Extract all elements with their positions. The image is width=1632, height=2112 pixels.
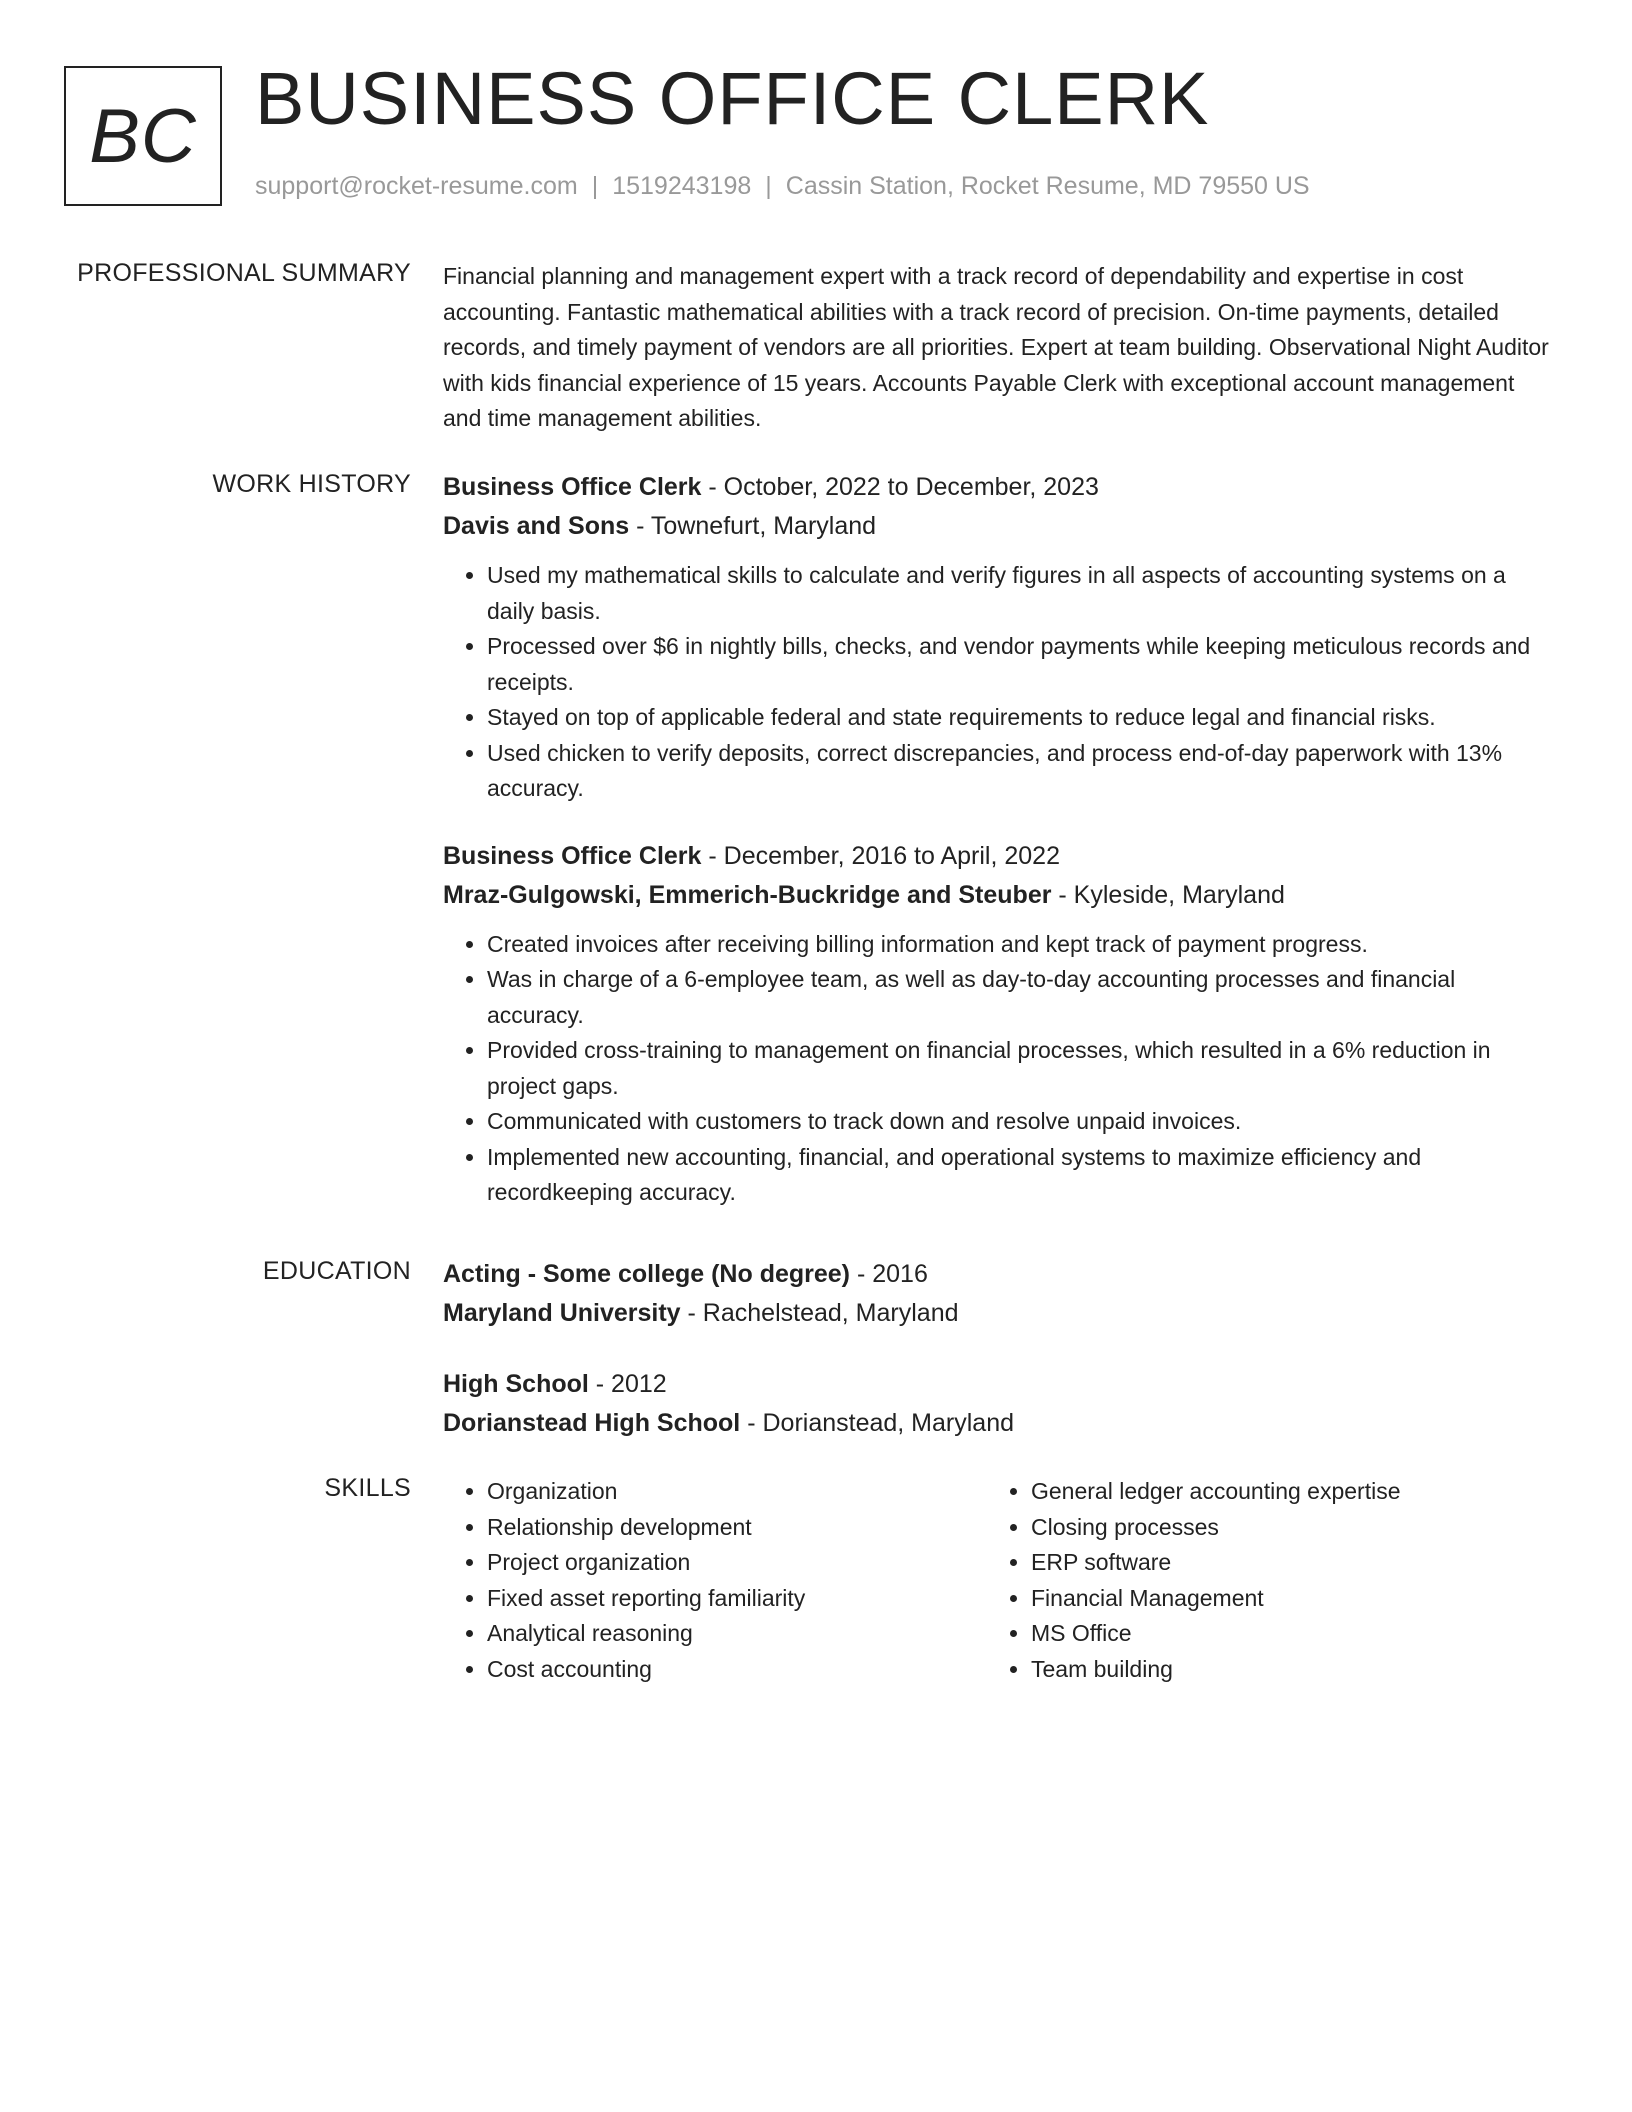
section-heading: SKILLS [324,1474,411,1502]
job-bullet: • Used chicken to verify deposits, correct discrepancies, and process end-of-day paperwork with 13% accuracy. [487,736,1555,807]
job-bullet: • Provided cross-training to management on financial processes, which resulted in a 6% reduction in project gaps. [487,1033,1555,1104]
job-bullets [443,558,1555,807]
contact-phone: 1519243198 [612,172,752,200]
skills-columns [443,1474,1555,1687]
job-bullet: • Stayed on top of applicable federal and state requirements to reduce legal and financial risks. [487,700,1555,736]
job-bullet: • Communicated with customers to track down and resolve unpaid invoices. [487,1104,1555,1140]
skill-item: • ERP software [1031,1545,1531,1581]
skill-item: • Fixed asset reporting familiarity [487,1581,987,1617]
education-location: - Rachelstead, Maryland [680,1299,959,1327]
job-title-line [443,837,1555,876]
job-title: Business Office Clerk [443,473,702,501]
education-location: - Dorianstead, Maryland [740,1409,1014,1437]
education-degree-line [443,1365,1555,1404]
section-heading: WORK HISTORY [212,470,411,498]
job-title-line [443,468,1555,507]
skill-item: • Organization [487,1474,987,1510]
contact-separator: | [765,172,772,200]
job-bullet: • Implemented new accounting, financial, and operational systems to maximize efficiency and recordkeeping accuracy. [487,1140,1555,1211]
education-entry [443,1365,1555,1443]
skill-item: • MS Office [1031,1616,1531,1652]
skill-item: • Analytical reasoning [487,1616,987,1652]
education-degree: Acting - Some college (No degree) [443,1260,851,1288]
job-location: - Kyleside, Maryland [1051,880,1285,909]
monogram-logo: BC [64,66,222,206]
education-school-line [443,1294,1555,1333]
candidate-name: BUSINESS OFFICE CLERK [255,57,1210,140]
skill-item: • Project organization [487,1545,987,1581]
contact-address: Cassin Station, Rocket Resume, MD 79550 US [785,172,1310,200]
education-year: - 2016 [850,1260,928,1288]
job-title: Business Office Clerk [443,841,702,870]
section-heading: EDUCATION [262,1257,411,1285]
job-bullet: • Processed over $6 in nightly bills, checks, and vendor payments while keeping meticulous records and receipts. [487,629,1555,700]
contact-line [255,172,1310,201]
education-school-line [443,1404,1555,1443]
skill-item: • General ledger accounting expertise [1031,1474,1531,1510]
job-bullet: • Created invoices after receiving billing information and kept track of payment progress. [487,927,1555,963]
job-entry [443,837,1555,1211]
skills-list-right [987,1474,1531,1687]
contact-email: support@rocket-resume.com [255,172,578,200]
skill-item: • Closing processes [1031,1510,1531,1546]
job-entry [443,468,1555,807]
job-dates: - October, 2022 to December, 2023 [701,473,1099,501]
skill-item: • Team building [1031,1652,1531,1688]
education-degree: High School [443,1370,589,1398]
job-location: - Townefurt, Maryland [629,512,877,540]
job-company-line [443,507,1555,546]
job-company: Mraz-Gulgowski, Emmerich-Buckridge and Steuber [443,880,1052,909]
skill-item: • Relationship development [487,1510,987,1546]
education-entry [443,1255,1555,1333]
skill-item: • Cost accounting [487,1652,987,1688]
education-school: Dorianstead High School [443,1409,741,1437]
education-year: - 2012 [588,1370,667,1398]
job-company-line [443,876,1555,915]
education-degree-line [443,1255,1555,1294]
job-bullets [443,927,1555,1211]
job-company: Davis and Sons [443,512,630,540]
section-heading: PROFESSIONAL SUMMARY [77,259,411,287]
education-school: Maryland University [443,1299,681,1327]
skill-item: • Financial Management [1031,1581,1531,1617]
job-bullet: • Used my mathematical skills to calculate and verify figures in all aspects of accounting systems on a daily basis. [487,558,1555,629]
skills-list-left [443,1474,987,1687]
job-dates: - December, 2016 to April, 2022 [701,841,1060,870]
summary-text: Financial planning and management expert with a track record of dependability and expertise in cost accounting. Fantastic mathematical abilities with a track record of precision. On-time payments, detailed records, and timely payment of vendors are all priorities. Expert at team building. Observational Night Auditor with kids financial experience of 15 years. Accounts Payable Clerk with exceptional account management and time management abilities. [443,263,1549,431]
contact-separator: | [591,172,599,200]
job-bullet: • Was in charge of a 6-employee team, as well as day-to-day accounting processes and financial accuracy. [487,962,1555,1033]
